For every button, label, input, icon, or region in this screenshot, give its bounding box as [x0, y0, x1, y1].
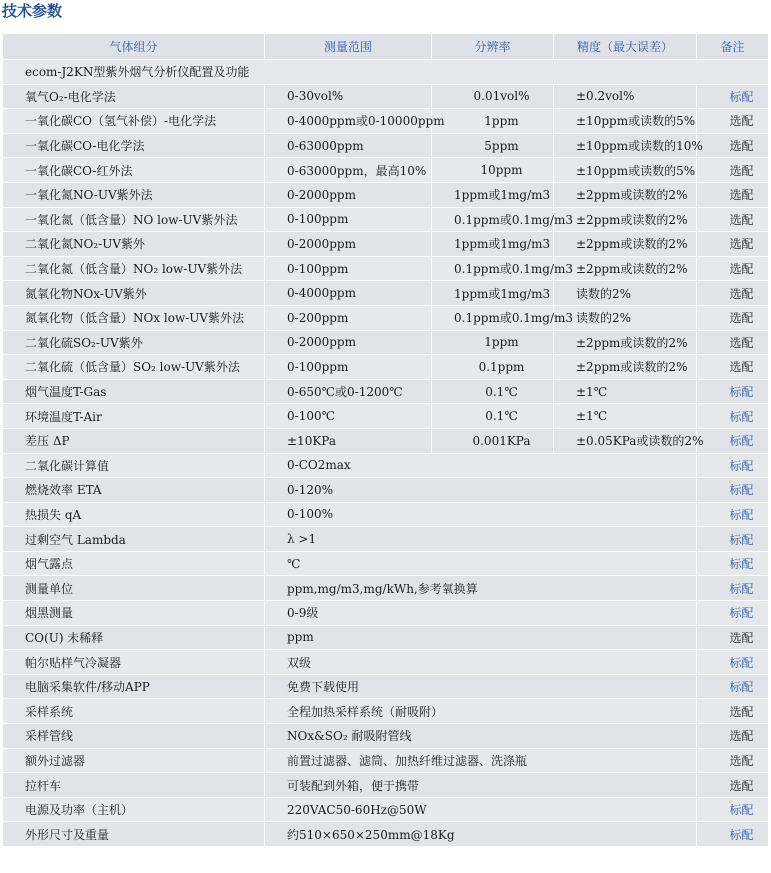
- resolution-value: 1ppm或1mg/m3: [432, 232, 554, 257]
- table-row: [3, 182, 769, 207]
- note-badge: 选配: [697, 625, 769, 650]
- section-row: [3, 60, 769, 85]
- header-note: 备注: [697, 34, 769, 60]
- measure-range: 0-30vol%: [265, 84, 432, 109]
- feature-value: 0-9级: [265, 601, 697, 626]
- table-row: [3, 478, 769, 503]
- table-row: [3, 699, 769, 724]
- resolution-value: 1ppm: [432, 330, 554, 355]
- component-name: 一氧化氮NO-UV紫外法: [3, 182, 265, 207]
- component-name: 烟气温度T-Gas: [3, 379, 265, 404]
- component-name: 一氧化碳CO-电化学法: [3, 133, 265, 158]
- table-row: [3, 748, 769, 773]
- component-name: 二氧化氮（低含量）NO₂ low-UV紫外法: [3, 256, 265, 281]
- feature-name: 帕尔贴样气冷凝器: [3, 650, 265, 675]
- table-row: [3, 158, 769, 183]
- resolution-value: 0.001KPa: [432, 428, 554, 453]
- table-row: [3, 650, 769, 675]
- feature-value: ppm: [265, 625, 697, 650]
- feature-name: 外形尺寸及重量: [3, 822, 265, 847]
- feature-value: 免费下载使用: [265, 674, 697, 699]
- feature-name: 过剩空气 Lambda: [3, 527, 265, 552]
- table-row: [3, 674, 769, 699]
- measure-range: 0-100ppm: [265, 256, 432, 281]
- component-name: 二氧化硫SO₂-UV紫外: [3, 330, 265, 355]
- header-accuracy: 精度（最大误差）: [554, 34, 697, 60]
- note-badge: 标配: [697, 453, 769, 478]
- note-badge: 标配: [697, 576, 769, 601]
- measure-range: 0-4000ppm或0-10000ppm: [265, 109, 432, 134]
- accuracy-value: ±10ppm或读数的5%: [554, 158, 697, 183]
- header-row: [3, 34, 769, 60]
- table-row: [3, 281, 769, 306]
- table-row: [3, 724, 769, 749]
- accuracy-value: ±2ppm或读数的2%: [554, 182, 697, 207]
- note-badge: 标配: [697, 674, 769, 699]
- resolution-value: 1ppm或1mg/m3: [432, 281, 554, 306]
- resolution-value: 1ppm: [432, 109, 554, 134]
- feature-value: 0-120%: [265, 478, 697, 503]
- feature-value: 双级: [265, 650, 697, 675]
- note-badge: 标配: [697, 84, 769, 109]
- accuracy-value: ±2ppm或读数的2%: [554, 232, 697, 257]
- table-row: [3, 625, 769, 650]
- table-row: [3, 109, 769, 134]
- feature-value: 约510×650×250mm@18Kg: [265, 822, 697, 847]
- note-badge: 选配: [697, 182, 769, 207]
- accuracy-value: 读数的2%: [554, 281, 697, 306]
- resolution-value: 10ppm: [432, 158, 554, 183]
- feature-value: 220VAC50-60Hz@50W: [265, 797, 697, 822]
- feature-name: 烟黑测量: [3, 601, 265, 626]
- table-row: [3, 379, 769, 404]
- feature-value: 可装配到外箱，便于携带: [265, 773, 697, 798]
- note-badge: 选配: [697, 256, 769, 281]
- measure-range: 0-2000ppm: [265, 330, 432, 355]
- feature-value: 前置过滤器、滤筒、加热纤维过滤器、洗涤瓶: [265, 748, 697, 773]
- accuracy-value: ±2ppm或读数的2%: [554, 207, 697, 232]
- note-badge: 选配: [697, 133, 769, 158]
- resolution-value: 0.01vol%: [432, 84, 554, 109]
- table-row: [3, 551, 769, 576]
- measure-range: 0-650℃或0-1200℃: [265, 379, 432, 404]
- table-row: [3, 502, 769, 527]
- component-name: 差压 ΔP: [3, 428, 265, 453]
- accuracy-value: ±10ppm或读数的5%: [554, 109, 697, 134]
- accuracy-value: 读数的2%: [554, 305, 697, 330]
- table-row: [3, 453, 769, 478]
- measure-range: ±10KPa: [265, 428, 432, 453]
- accuracy-value: ±1℃: [554, 379, 697, 404]
- table-row: [3, 822, 769, 847]
- feature-value: 全程加热采样系统（耐吸附）: [265, 699, 697, 724]
- resolution-value: 0.1ppm或0.1mg/m3: [432, 256, 554, 281]
- note-badge: 选配: [697, 355, 769, 380]
- note-badge: 选配: [697, 232, 769, 257]
- measure-range: 0-63000ppm: [265, 133, 432, 158]
- note-badge: 标配: [697, 428, 769, 453]
- resolution-value: 1ppm或1mg/m3: [432, 182, 554, 207]
- note-badge: 选配: [697, 748, 769, 773]
- accuracy-value: ±1℃: [554, 404, 697, 429]
- feature-value: λ >1: [265, 527, 697, 552]
- component-name: 氮氧化物（低含量）NOx low-UV紫外法: [3, 305, 265, 330]
- feature-value: 0-100%: [265, 502, 697, 527]
- note-badge: 选配: [697, 305, 769, 330]
- resolution-value: 0.1℃: [432, 379, 554, 404]
- component-name: 一氧化碳CO（氢气补偿）-电化学法: [3, 109, 265, 134]
- table-row: [3, 232, 769, 257]
- accuracy-value: ±10ppm或读数的10%: [554, 133, 697, 158]
- page-title: 技术参数: [2, 2, 63, 20]
- measure-range: 0-4000ppm: [265, 281, 432, 306]
- resolution-value: 0.1ppm: [432, 355, 554, 380]
- note-badge: 标配: [697, 478, 769, 503]
- table-row: [3, 797, 769, 822]
- table-row: [3, 773, 769, 798]
- table-row: [3, 305, 769, 330]
- table-row: [3, 330, 769, 355]
- feature-name: 烟气露点: [3, 551, 265, 576]
- feature-name: 额外过滤器: [3, 748, 265, 773]
- note-badge: 标配: [697, 527, 769, 552]
- feature-name: 测量单位: [3, 576, 265, 601]
- feature-name: 采样管线: [3, 724, 265, 749]
- accuracy-value: ±2ppm或读数的2%: [554, 330, 697, 355]
- note-badge: 选配: [697, 281, 769, 306]
- note-badge: 标配: [697, 797, 769, 822]
- component-name: 二氧化氮NO₂-UV紫外: [3, 232, 265, 257]
- spec-table: [2, 33, 769, 847]
- resolution-value: 0.1℃: [432, 404, 554, 429]
- note-badge: 标配: [697, 551, 769, 576]
- note-badge: 标配: [697, 379, 769, 404]
- note-badge: 选配: [697, 158, 769, 183]
- measure-range: 0-63000ppm，最高10%: [265, 158, 432, 183]
- measure-range: 0-2000ppm: [265, 232, 432, 257]
- header-resolution: 分辨率: [432, 34, 554, 60]
- feature-name: CO(U) 未稀释: [3, 625, 265, 650]
- note-badge: 选配: [697, 330, 769, 355]
- feature-name: 燃烧效率 ETA: [3, 478, 265, 503]
- table-row: [3, 428, 769, 453]
- component-name: 氧气O₂-电化学法: [3, 84, 265, 109]
- measure-range: 0-100ppm: [265, 355, 432, 380]
- feature-value: 0-CO2max: [265, 453, 697, 478]
- table-row: [3, 133, 769, 158]
- table-row: [3, 207, 769, 232]
- feature-name: 拉杆车: [3, 773, 265, 798]
- note-badge: 选配: [697, 699, 769, 724]
- note-badge: 选配: [697, 724, 769, 749]
- table-row: [3, 404, 769, 429]
- feature-name: 热损失 qA: [3, 502, 265, 527]
- note-badge: 选配: [697, 207, 769, 232]
- accuracy-value: ±0.2vol%: [554, 84, 697, 109]
- component-name: 一氧化碳CO-红外法: [3, 158, 265, 183]
- table-row: [3, 601, 769, 626]
- note-badge: 选配: [697, 109, 769, 134]
- feature-value: NOx&SO₂ 耐吸附管线: [265, 724, 697, 749]
- measure-range: 0-200ppm: [265, 305, 432, 330]
- feature-name: 采样系统: [3, 699, 265, 724]
- feature-name: 电脑采集软件/移动APP: [3, 674, 265, 699]
- measure-range: 0-100℃: [265, 404, 432, 429]
- measure-range: 0-2000ppm: [265, 182, 432, 207]
- component-name: 一氧化氮（低含量）NO low-UV紫外法: [3, 207, 265, 232]
- accuracy-value: ±2ppm或读数的2%: [554, 256, 697, 281]
- note-badge: 标配: [697, 404, 769, 429]
- table-row: [3, 527, 769, 552]
- resolution-value: 0.1ppm或0.1mg/m3: [432, 207, 554, 232]
- component-name: 环境温度T-Air: [3, 404, 265, 429]
- measure-range: 0-100ppm: [265, 207, 432, 232]
- resolution-value: 5ppm: [432, 133, 554, 158]
- component-name: 二氧化硫（低含量）SO₂ low-UV紫外法: [3, 355, 265, 380]
- component-name: 氮氧化物NOx-UV紫外: [3, 281, 265, 306]
- table-row: [3, 576, 769, 601]
- note-badge: 标配: [697, 601, 769, 626]
- header-component: 气体组分: [3, 34, 265, 60]
- header-range: 测量范围: [265, 34, 432, 60]
- accuracy-value: ±0.05KPa或读数的2%: [554, 428, 697, 453]
- accuracy-value: ±2ppm或读数的2%: [554, 355, 697, 380]
- note-badge: 标配: [697, 650, 769, 675]
- feature-name: 二氧化碳计算值: [3, 453, 265, 478]
- table-row: [3, 84, 769, 109]
- section-title: ecom-J2KN型紫外烟气分析仪配置及功能: [3, 60, 769, 85]
- note-badge: 标配: [697, 502, 769, 527]
- feature-value: ppm,mg/m3,mg/kWh,参考氧换算: [265, 576, 697, 601]
- feature-name: 电源及功率（主机）: [3, 797, 265, 822]
- table-row: [3, 355, 769, 380]
- resolution-value: 0.1ppm或0.1mg/m3: [432, 305, 554, 330]
- note-badge: 选配: [697, 773, 769, 798]
- note-badge: 标配: [697, 822, 769, 847]
- feature-value: ℃: [265, 551, 697, 576]
- table-row: [3, 256, 769, 281]
